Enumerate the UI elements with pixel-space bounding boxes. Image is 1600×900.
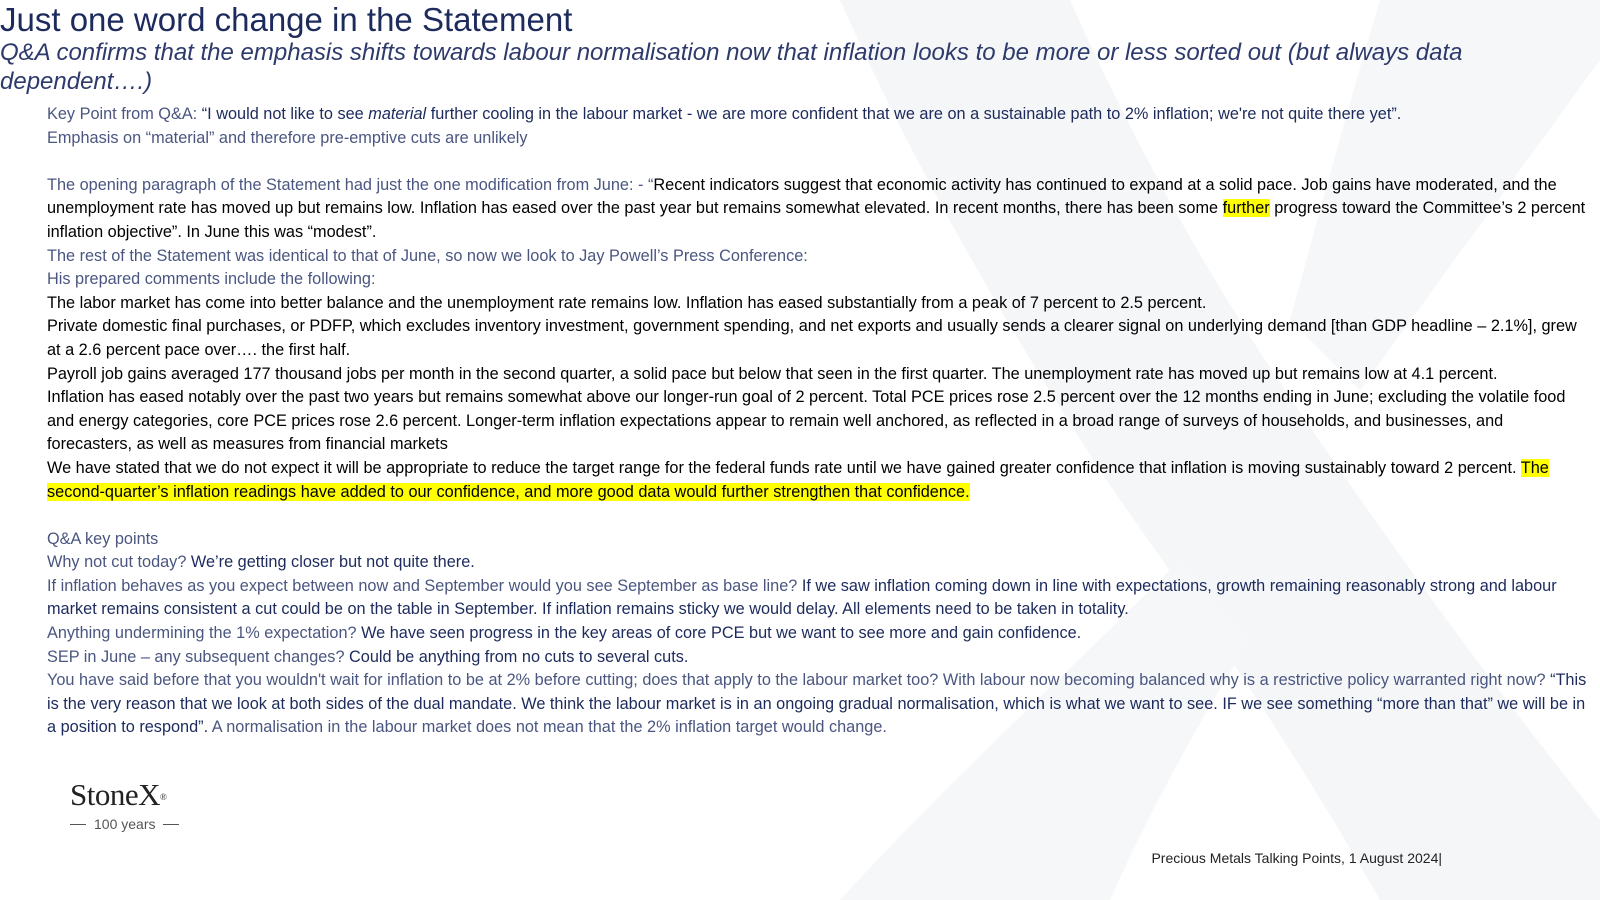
qa-question: Anything undermining the 1% expectation? (47, 624, 362, 643)
qa-question: Why not cut today? (47, 553, 191, 572)
prepared-comments-heading: His prepared comments include the following: (47, 270, 376, 289)
qa-question: SEP in June – any subsequent changes? (47, 647, 350, 666)
qa-item (47, 646, 1587, 670)
qa-answer: We’re getting closer but not quite there. (190, 553, 475, 572)
key-point-quote-start: “I would not like to see (201, 105, 369, 123)
qa-question: If inflation behaves as you expect between now and September would you see September as base line? (47, 576, 802, 595)
stonex-logo (70, 778, 179, 832)
key-point-emphasis: Emphasis on “material” and therefore pre-emptive cuts are unlikely (47, 128, 528, 147)
slide-body (47, 103, 1587, 740)
registered-mark: ® (160, 792, 167, 802)
key-point-quote-end: further cooling in the labour market - we are more confident that we are on a sustainable path to 2% inflation; we're not quite there yet”. (426, 105, 1402, 123)
page-subtitle: Q&A confirms that the emphasis shifts towards labour normalisation now that inflation looks to be more or less sorted out (but always data dependent….) (0, 39, 1463, 95)
qa-question: You have said before that you wouldn't wait for inflation to be at 2% before cutting; does that apply to the labour market too? With labour now becoming balanced why is a restrictive policy warranted right now? (47, 671, 1551, 690)
statement-quote: Recent indicators suggest that economic activity has continued to expand at a solid pace. Job gains have moderated, and the unemployment rate has moved up but remains low. Inflation has eased over the past year but remains somewhat elevated. In recent months, there has been some (47, 175, 1557, 218)
logo-dash (163, 824, 179, 825)
page-title: Just one word change in the Statement (0, 1, 573, 38)
spacer (47, 504, 1587, 528)
prepared-comment-labor: The labor market has come into better balance and the unemployment rate remains low. Inflation has eased substantially from a peak of 7 percent to 2.5 percent. (47, 293, 1207, 312)
highlighted-confidence-sentence: The second-quarter’s inflation readings have added to our confidence, and more good data would further strengthen that confidence. (47, 458, 1549, 501)
logo-dash (70, 824, 86, 825)
qa-item (47, 551, 1587, 575)
confidence-text: We have stated that we do not expect it will be appropriate to reduce the target range for the federal funds rate until we have gained greater confidence that inflation is moving sustainably toward 2 percent. (47, 458, 1521, 477)
statement-rest: The rest of the Statement was identical to that of June, so now we look to Jay Powell’s Press Conference: (47, 246, 808, 265)
qa-heading: Q&A key points (47, 529, 159, 548)
prepared-comment-payroll: Payroll job gains averaged 177 thousand jobs per month in the second quarter, a solid pace but below that seen in the first quarter. The unemployment rate has moved up but remains low at 4.1 percent. (47, 364, 1498, 383)
key-point-emphasized-word: material (368, 105, 427, 123)
footer-text: Precious Metals Talking Points, 1 August 2024| (1151, 850, 1442, 866)
qa-answer: Could be anything from no cuts to several cuts. (349, 647, 689, 666)
key-point-paragraph (47, 103, 1587, 127)
qa-item (47, 622, 1587, 646)
statement-intro: The opening paragraph of the Statement had just the one modification from June: - “ (47, 175, 654, 194)
spacer (47, 150, 1587, 174)
qa-item (47, 669, 1587, 740)
qa-item (47, 575, 1587, 622)
statement-paragraph (47, 174, 1587, 245)
qa-answer: “This is the very reason that we look at both sides of the dual mandate. We think the labour market is in an ongoing gradual normalisation, which is what we want to see. IF we see something “more than that” we will be in a position to respond”. (47, 671, 1587, 737)
qa-answer: We have seen progress in the key areas of core PCE but we want to see more and gain confidence. (361, 624, 1082, 643)
highlighted-word-further: further (1222, 199, 1270, 218)
prepared-comment-confidence (47, 457, 1587, 504)
statement-quote-end: progress toward the Committee’s 2 percent inflation objective”. In June this was “modest”. (47, 199, 1586, 241)
logo-wordmark: StoneX (70, 777, 160, 812)
key-point-label: Key Point from Q&A: (47, 105, 202, 123)
prepared-comment-inflation: Inflation has eased notably over the past two years but remains somewhat above our longer-run goal of 2 percent. Total PCE prices rose 2.5 percent over the 12 months ending in June; excluding the volatile food and energy categories, core PCE prices rose 2.6 percent. Longer-term inflation expectations appear to remain well anchored, as reflected in a broad range of surveys of households, and businesses, and forecasters, as well as measures from financial markets (47, 388, 1566, 454)
qa-note: A normalisation in the labour market does not mean that the 2% inflation target would change. (208, 718, 887, 737)
prepared-comment-pdfp: Private domestic final purchases, or PDFP, which excludes inventory investment, government spending, and net exports and usually sends a clearer signal on underlying demand [than GDP headline – 2.1%], grew at a 2.6 percent pace over…. the first half. (47, 317, 1577, 359)
logo-years: 100 years (94, 816, 156, 832)
qa-answer: If we saw inflation coming down in line with expectations, growth remaining reasonably strong and labour market remains consistent a cut could be on the table in September. If inflation remains sticky we would delay. All elements need to be taken in totality. (47, 576, 1557, 619)
